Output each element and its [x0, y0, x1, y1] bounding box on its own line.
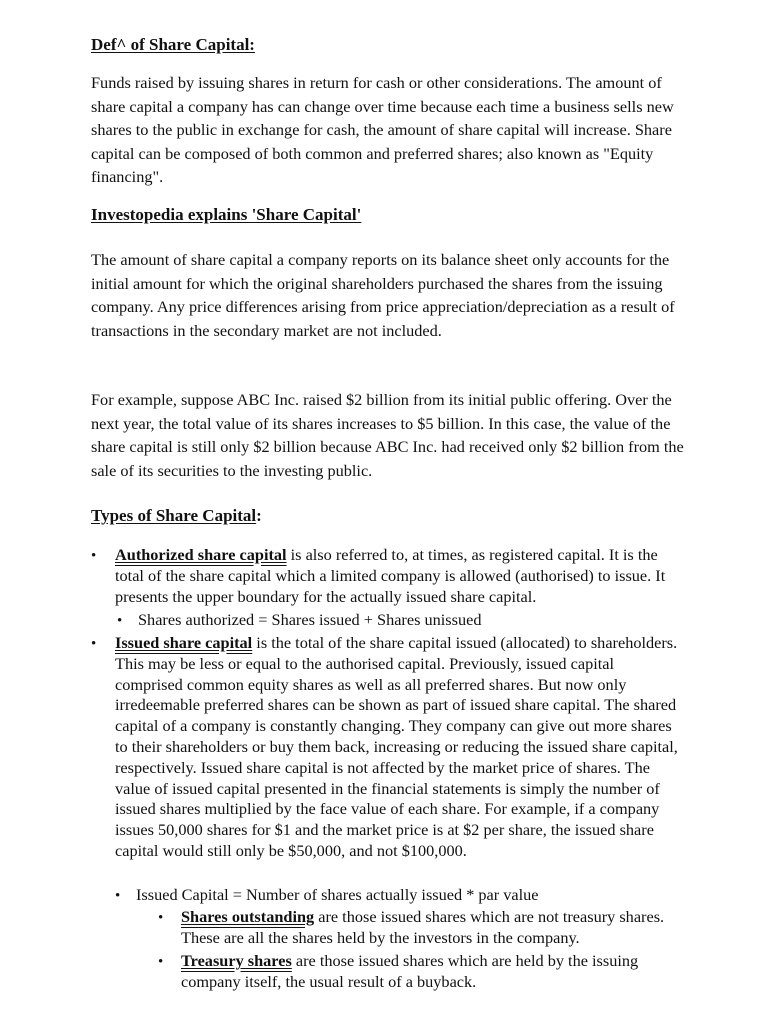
- shares-outstanding-term: Shares outstanding: [181, 907, 315, 926]
- types-heading-text: Types of Share Capital: [91, 506, 257, 525]
- bullet-icon: •: [158, 910, 164, 926]
- bullet-icon: •: [117, 613, 123, 629]
- investopedia-paragraph-2: For example, suppose ABC Inc. raised $2 billion from its initial public offering. Over the next year, the total value of its shares increases to $5 billion. In this case, the value of the share capital is still only $2 billion because ABC Inc. had received only $2 billion from the sale of its securities to the investing public.: [91, 390, 684, 480]
- list-item-issued: [115, 633, 680, 862]
- issued-term: Issued share capital: [115, 633, 253, 652]
- issued-description: is the total of the share capital issued (allocated) to shareholders. This may be less or equal to the authorised capital. Previously, issued capital comprised common equity shares as well as all preferred shares. But now only irredeemable preferred shares can be shown as part of issued share capital. The shared capital of a company is constantly changing. They company can give out more shares to their shareholders or buy them back, increasing or reducing the issued share capital, respectively. Issued share capital is not affected by the market price of shares. The value of issued capital presented in the financial statements is simply the number of issued shares multiplied by the face value of each share. For example, if a company issues 50,000 shares for $1 and the market price is at $2 per share, the issued share capital would still only be $50,000, and not $100,000.: [115, 633, 678, 860]
- list-item-treasury-shares: [181, 951, 681, 993]
- bullet-icon: •: [91, 548, 97, 564]
- authorized-description: is also referred to, at times, as registered capital. It is the total of the share capital which a limited company is allowed (authorised) to issue. It presents the upper boundary for the actually issued share capital.: [115, 545, 666, 606]
- bullet-icon: •: [91, 636, 97, 652]
- treasury-shares-term: Treasury shares: [181, 951, 292, 970]
- types-heading-colon: :: [256, 506, 262, 525]
- definition-paragraph: Funds raised by issuing shares in return for cash or other considerations. The amount of share capital a company has can change over time because each time a business sells new shares to the public in exchange for cash, the amount of share capital will increase. Share capital can be composed of both common and preferred shares; also known as "Equity financing".: [91, 73, 674, 186]
- list-item-shares-outstanding: [181, 907, 681, 949]
- issued-formula: Issued Capital = Number of shares actually issued * par value: [136, 885, 539, 904]
- bullet-icon: •: [158, 954, 164, 970]
- types-heading: [91, 506, 262, 526]
- authorized-term: Authorized share capital: [115, 545, 287, 564]
- investopedia-heading: Investopedia explains 'Share Capital': [91, 205, 362, 224]
- list-item-authorized: [115, 545, 680, 607]
- investopedia-paragraph-1: The amount of share capital a company reports on its balance sheet only accounts for the initial amount for which the original shareholders purchased the shares from the issuing company. Any price differences arising from price appreciation/depreciation as a result of transactions in the secondary market are not included.: [91, 250, 675, 340]
- authorized-formula: Shares authorized = Shares issued + Shares unissued: [138, 610, 482, 629]
- shares-outstanding-description: are those issued shares which are not treasury shares. These are all the shares held by the investors in the company.: [181, 907, 665, 947]
- definition-heading: Def^ of Share Capital:: [91, 35, 255, 54]
- bullet-icon: •: [115, 888, 121, 904]
- treasury-shares-description: are those issued shares which are held by the issuing company itself, the usual result of a buyback.: [181, 951, 639, 991]
